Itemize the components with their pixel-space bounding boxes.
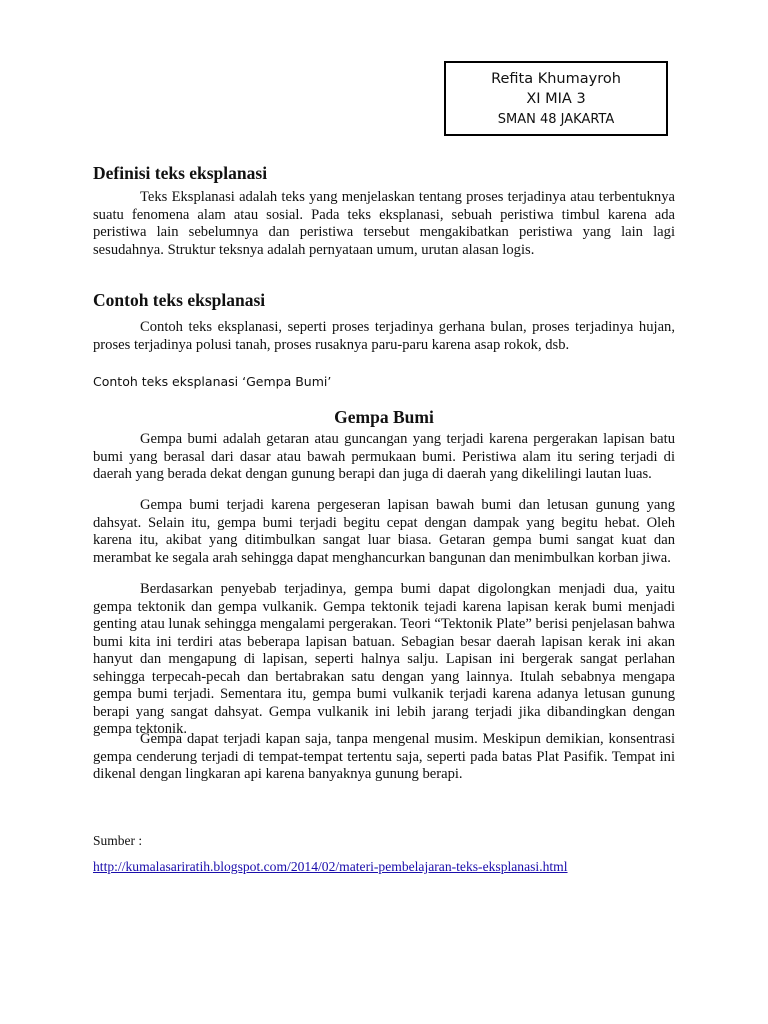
author-school: SMAN 48 JAKARTA — [497, 112, 615, 127]
examples-paragraph: Contoh teks eksplanasi, seperti proses terjadinya gerhana bulan, proses terjadinya hujan, proses terjadinya polusi tanah, proses rusaknya paru-paru karena asap rokok, dsb. — [93, 319, 675, 353]
example-label: Contoh teks eksplanasi ‘Gempa Bumi’ — [93, 374, 332, 389]
article-paragraph-2: Gempa bumi terjadi karena pergeseran lapisan bawah bumi dan letusan gunung yang dahsyat. Selain itu, gempa bumi terjadi begitu cepat dengan dampak yang begitu hebat. Oleh karena itu, akibat yang ditimbulkan sangat luar biasa. Getaran gempa bumi sangat kuat dan merambat ke segala arah sehingga dapat menghancurkan bangunan dan menimbulkan korban jiwa. — [93, 497, 675, 566]
article-paragraph-3: Berdasarkan penyebab terjadinya, gempa bumi dapat digolongkan menjadi dua, yaitu gempa tektonik dan gempa vulkanik. Gempa tektonik tejadi karena lapisan kerak bumi menjadi genting atau lunak sehingga mengalami pergerakan. Teori “Tektonik Plate” berisi penjelasan bahwa bumi kita ini terdiri atas beberapa lapisan batuan. Sebagian besar daerah lapisan kerak ini akan hanyut dan mengapung di lapisan, seperti halnya salju. Lapisan ini bergerak sangat perlahan sehingga terpecah-pecah dan bertabrakan satu dengan yang lainnya. Itulah sebabnya mengapa gempa bumi terjadi. Sementara itu, gempa bumi vulkanik terjadi karena adanya letusan gunung berapi yang sangat dahsyat. Gempa vulkanik ini lebih jarang terjadi jika dibandingkan dengan gempa tektonik. — [93, 581, 675, 737]
article-title: Gempa Bumi — [334, 407, 434, 427]
section-heading-contoh: Contoh teks eksplanasi — [93, 290, 266, 310]
author-class: XI MIA 3 — [526, 91, 586, 107]
author-info-box — [444, 61, 668, 136]
section-heading-definisi: Definisi teks eksplanasi — [93, 163, 268, 183]
definition-paragraph: Teks Eksplanasi adalah teks yang menjelaskan tentang proses terjadinya atau terbentuknya suatu fenomena alam atau sosial. Pada teks eksplanasi, sebuah peristiwa timbul karena ada peristiwa lain sebelumnya dan peristiwa tersebut mengakibatkan peristiwa yang lain lagi sesudahnya. Struktur teksnya adalah pernyataan umum, urutan alasan logis. — [93, 189, 675, 258]
article-paragraph-1: Gempa bumi adalah getaran atau guncangan yang terjadi karena pergerakan lapisan batu bumi yang berasal dari dasar atau bawah permukaan bumi. Peristiwa alam itu sering terjadi di daerah yang berada dekat dengan gunung berapi dan juga di daerah yang dikelilingi lautan luas. — [93, 431, 675, 482]
source-label: Sumber : — [93, 833, 143, 848]
article-paragraph-4: Gempa dapat terjadi kapan saja, tanpa mengenal musim. Meskipun demikian, konsentrasi gempa cenderung terjadi di tempat-tempat tertentu saja, seperti pada batas Plat Pasifik. Tempat ini dikenal dengan lingkaran api karena banyaknya gunung berapi. — [93, 731, 675, 782]
author-name: Refita Khumayroh — [491, 71, 621, 87]
source-link[interactable]: http://kumalasariratih.blogspot.com/2014/02/materi-pembelajaran-teks-eksplanasi.html — [93, 859, 568, 874]
